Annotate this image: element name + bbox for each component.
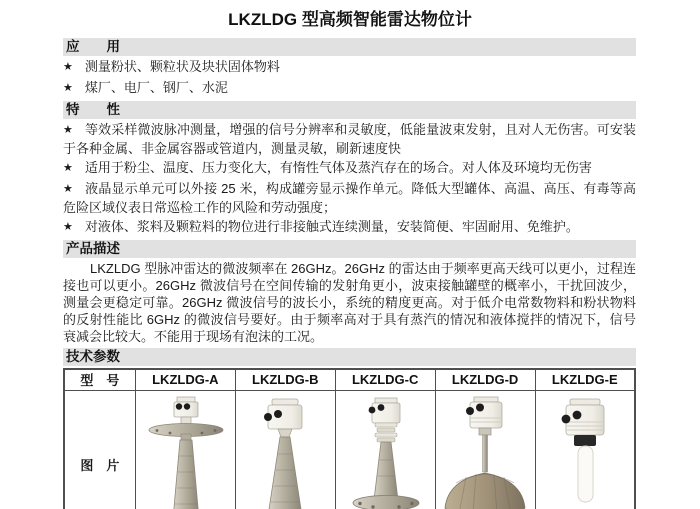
section-heading-application: 应 用 — [63, 38, 636, 56]
picture-cell-d — [435, 390, 535, 509]
lkzldg-a-product-image — [137, 392, 234, 509]
lkzldg-b-product-image — [236, 392, 334, 509]
application-item-text: 煤厂、电厂、钢厂、水泥 — [84, 80, 228, 95]
picture-cell-b — [235, 390, 335, 509]
application-item-text: 测量粉状、颗粒状及块状固体物料 — [84, 59, 280, 74]
feature-item-text: 对液体、浆料及颗粒料的物位进行非接触式连续测量，安装简便、牢固耐用、免维护。 — [84, 219, 579, 234]
application-list — [63, 58, 636, 98]
features-list — [63, 121, 636, 237]
star-bullet-icon: ★ — [63, 82, 73, 94]
picture-cell-e — [535, 390, 635, 509]
feature-item-text: 适用于粉尘、温度、压力变化大，有惰性气体及蒸汽存在的场合。对人体及环境均无伤害 — [84, 160, 592, 175]
feature-bullet-1 — [63, 121, 636, 157]
lkzldg-d-product-image — [436, 392, 534, 509]
feature-bullet-3 — [63, 180, 636, 216]
star-bullet-icon: ★ — [63, 221, 73, 233]
lkzldg-c-product-image — [337, 392, 434, 509]
star-bullet-icon: ★ — [63, 61, 73, 73]
tech-params-table — [63, 368, 636, 509]
model-row-label: 型 号 — [64, 369, 135, 390]
picture-cell-c — [335, 390, 435, 509]
model-cell-a: LKZLDG-A — [135, 369, 235, 390]
model-cell-e: LKZLDG-E — [535, 369, 635, 390]
model-cell-b: LKZLDG-B — [235, 369, 335, 390]
feature-bullet-4 — [63, 218, 636, 237]
application-bullet-2 — [63, 79, 636, 98]
picture-row — [64, 390, 635, 509]
feature-item-text: 液晶显示单元可以外接 25 米，构成罐旁显示操作单元。降低大型罐体、高温、高压、有毒等高危险区域仪表日常巡检工作的风险和劳动强度； — [63, 181, 636, 215]
model-cell-c: LKZLDG-C — [335, 369, 435, 390]
star-bullet-icon: ★ — [63, 162, 73, 174]
section-heading-features: 特 性 — [63, 101, 636, 119]
lkzldg-e-product-image — [536, 392, 633, 509]
star-bullet-icon: ★ — [63, 183, 73, 195]
product-description-paragraph: LKZLDG 型脉冲雷达的微波频率在 26GHz。26GHz 的雷达由于频率更高天线可以更小，过程连接也可以更小。26GHz 微波信号在空间传输的发射角更小，波束接触罐壁的概率小，干扰回波少，测量会更稳定可靠。26GHz 微波信号的波长小，系统的精度更高。对于低介电常数物料和粉状物料的反射性能比 6GHz 的微波信号要好。由于频率高对于具有蒸汽的情况和液体搅拌的情况下，信号衰减会比较大。不能用于现场有泡沫的工况。 — [63, 261, 636, 344]
model-cell-d: LKZLDG-D — [435, 369, 535, 390]
picture-cell-a — [135, 390, 235, 509]
star-bullet-icon: ★ — [63, 124, 73, 136]
document-content — [0, 38, 700, 509]
feature-bullet-2 — [63, 159, 636, 178]
application-bullet-1 — [63, 58, 636, 77]
feature-item-text: 等效采样微波脉冲测量，增强的信号分辨率和灵敏度，低能量波束发射，且对人无伤害。可安装于各种金属、非金属容器或管道内，测量灵敏，刷新速度快 — [63, 122, 636, 156]
page-title: LKZLDG 型高频智能雷达物位计 — [228, 10, 472, 29]
section-heading-tech-params: 技术参数 — [63, 348, 636, 366]
section-heading-description: 产品描述 — [63, 240, 636, 258]
picture-row-label: 图 片 — [64, 390, 135, 509]
model-header-row — [64, 369, 635, 390]
